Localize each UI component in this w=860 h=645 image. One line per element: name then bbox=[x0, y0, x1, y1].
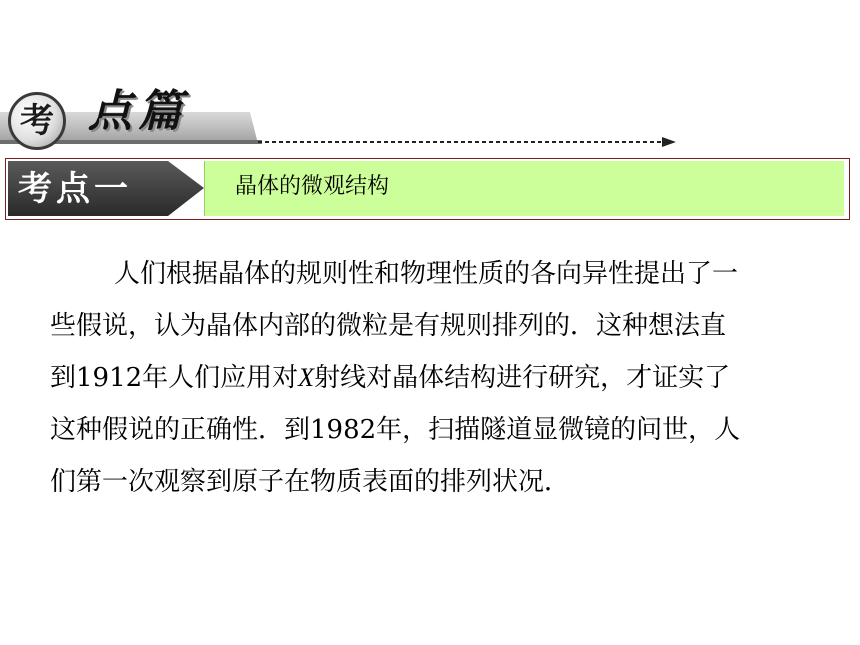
paragraph-line-2: 些假说，认为晶体内部的微粒是有规则排列的．这种想法直 bbox=[50, 311, 727, 341]
kao-badge-char: 考 bbox=[20, 101, 54, 141]
paragraph-line-3 bbox=[50, 352, 810, 404]
paragraph-line-4: 这种假说的正确性．到1982年，扫描隧道显微镜的问世，人 bbox=[50, 415, 741, 445]
topic-content bbox=[204, 161, 844, 216]
paragraph-line-1: 人们根据晶体的规则性和物理性质的各向异性提出了一 bbox=[114, 259, 739, 289]
kao-badge-icon bbox=[8, 92, 66, 150]
topic-title: 晶体的微观结构 bbox=[235, 174, 390, 199]
section-title: 点篇 bbox=[88, 86, 188, 137]
paragraph-line-5: 们第一次观察到原子在物质表面的排列状况． bbox=[50, 467, 571, 497]
paragraph-line-3-part-1: 到1912年人们应用对 bbox=[50, 363, 299, 393]
dashed-arrow-icon bbox=[258, 136, 678, 148]
x-ray-symbol: X bbox=[298, 363, 315, 392]
body-paragraph bbox=[50, 248, 810, 508]
topic-label: 考点一 bbox=[18, 169, 132, 209]
section-banner bbox=[0, 84, 860, 154]
topic-bar bbox=[5, 158, 850, 220]
topic-label-box bbox=[8, 161, 206, 216]
paragraph-line-3-part-2: 射线对晶体结构进行研究，才证实了 bbox=[314, 363, 731, 393]
